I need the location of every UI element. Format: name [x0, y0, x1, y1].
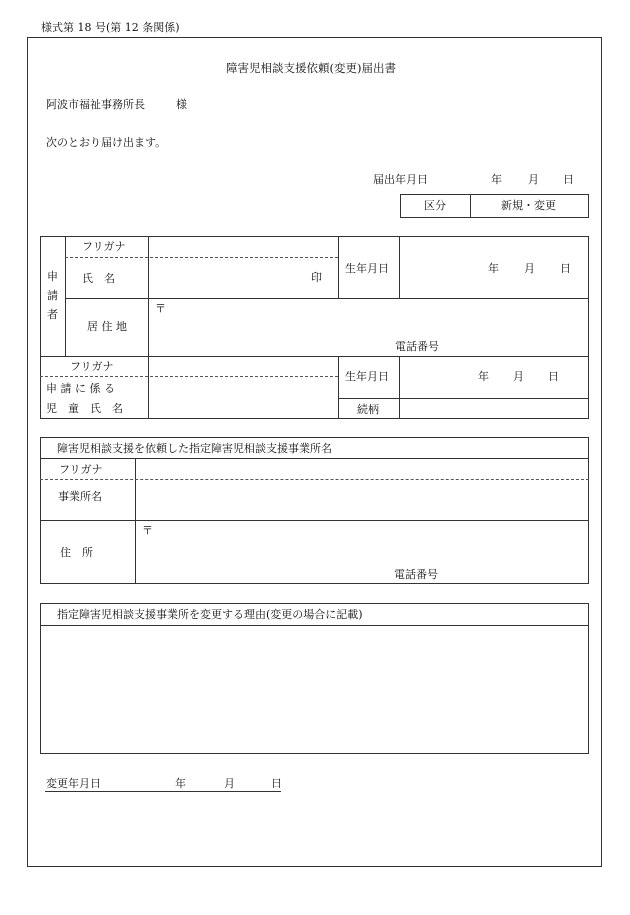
applicant-side-divider	[65, 236, 66, 356]
seal-mark: 印	[311, 271, 322, 284]
submission-day[interactable]: 日	[563, 173, 574, 186]
office-furigana-field[interactable]	[136, 459, 588, 478]
office-name-label: 事業所名	[58, 490, 102, 503]
child-relation-label: 続柄	[357, 403, 379, 416]
child-relation-field[interactable]	[400, 399, 588, 418]
child-name-label-line2: 児 童 氏 名	[46, 402, 123, 415]
applicant-side-2: 請	[47, 289, 58, 302]
applicant-furigana-field[interactable]	[149, 237, 337, 256]
addressee-honorific: 様	[176, 98, 187, 111]
child-birth-label: 生年月日	[345, 370, 389, 383]
office-heading: 障害児相談支援を依頼した指定障害児相談支援事業所名	[57, 442, 332, 455]
applicant-birth-year[interactable]: 年	[488, 262, 499, 275]
applicant-postal-mark: 〒	[155, 302, 166, 315]
category-divider	[470, 194, 471, 218]
office-furigana-label: フリガナ	[59, 463, 103, 476]
intro-text: 次のとおり届け出ます。	[46, 136, 167, 149]
change-date-year[interactable]: 年	[175, 777, 186, 790]
office-address-label: 住 所	[60, 546, 93, 559]
applicant-side-3: 者	[47, 308, 58, 321]
applicant-name-field[interactable]	[149, 258, 337, 297]
office-furigana-dash	[40, 479, 589, 480]
child-birth-year[interactable]: 年	[478, 370, 489, 383]
reason-text-area[interactable]	[41, 626, 588, 753]
applicant-furigana-label: フリガナ	[82, 240, 126, 253]
child-furigana-field[interactable]	[149, 357, 337, 375]
applicant-name-label: 氏 名	[82, 272, 115, 285]
office-postal-mark: 〒	[142, 524, 153, 537]
child-birth-left-divider	[338, 356, 339, 419]
addressee-name: 阿波市福祉事務所長	[46, 98, 145, 111]
office-name-field[interactable]	[136, 481, 588, 519]
child-name-label-line1: 申 請 に 係 る	[46, 382, 115, 395]
submission-date-label: 届出年月日	[373, 173, 428, 186]
birth-label-left-divider	[338, 236, 339, 298]
applicant-birth-label: 生年月日	[345, 262, 389, 275]
child-name-field[interactable]	[149, 377, 337, 418]
applicant-address-label: 居 住 地	[87, 320, 127, 333]
form-title: 障害児相談支援依頼(変更)届出書	[226, 61, 396, 75]
child-furigana-label: フリガナ	[70, 360, 114, 373]
category-value[interactable]: 新規・変更	[501, 199, 556, 212]
applicant-phone-label: 電話番号	[395, 340, 439, 353]
birth-label-right-divider	[399, 236, 400, 298]
office-phone-label: 電話番号	[394, 568, 438, 581]
applicant-side-1: 申	[47, 270, 58, 283]
change-date-month[interactable]: 月	[224, 777, 235, 790]
applicant-birth-day[interactable]: 日	[560, 262, 571, 275]
category-label: 区分	[424, 199, 446, 212]
change-date-day[interactable]: 日	[271, 777, 282, 790]
child-birth-month[interactable]: 月	[513, 370, 524, 383]
change-date-underline	[45, 791, 281, 792]
office-address-field[interactable]	[136, 521, 588, 583]
reason-heading: 指定障害児相談支援事業所を変更する理由(変更の場合に記載)	[57, 608, 363, 621]
submission-year[interactable]: 年	[491, 173, 502, 186]
applicant-birth-month[interactable]: 月	[524, 262, 535, 275]
form-number: 様式第 18 号(第 12 条関係)	[41, 21, 180, 34]
applicant-address-field[interactable]	[149, 299, 588, 355]
change-date-label: 変更年月日	[46, 777, 101, 790]
child-birth-day[interactable]: 日	[548, 370, 559, 383]
submission-month[interactable]: 月	[528, 173, 539, 186]
